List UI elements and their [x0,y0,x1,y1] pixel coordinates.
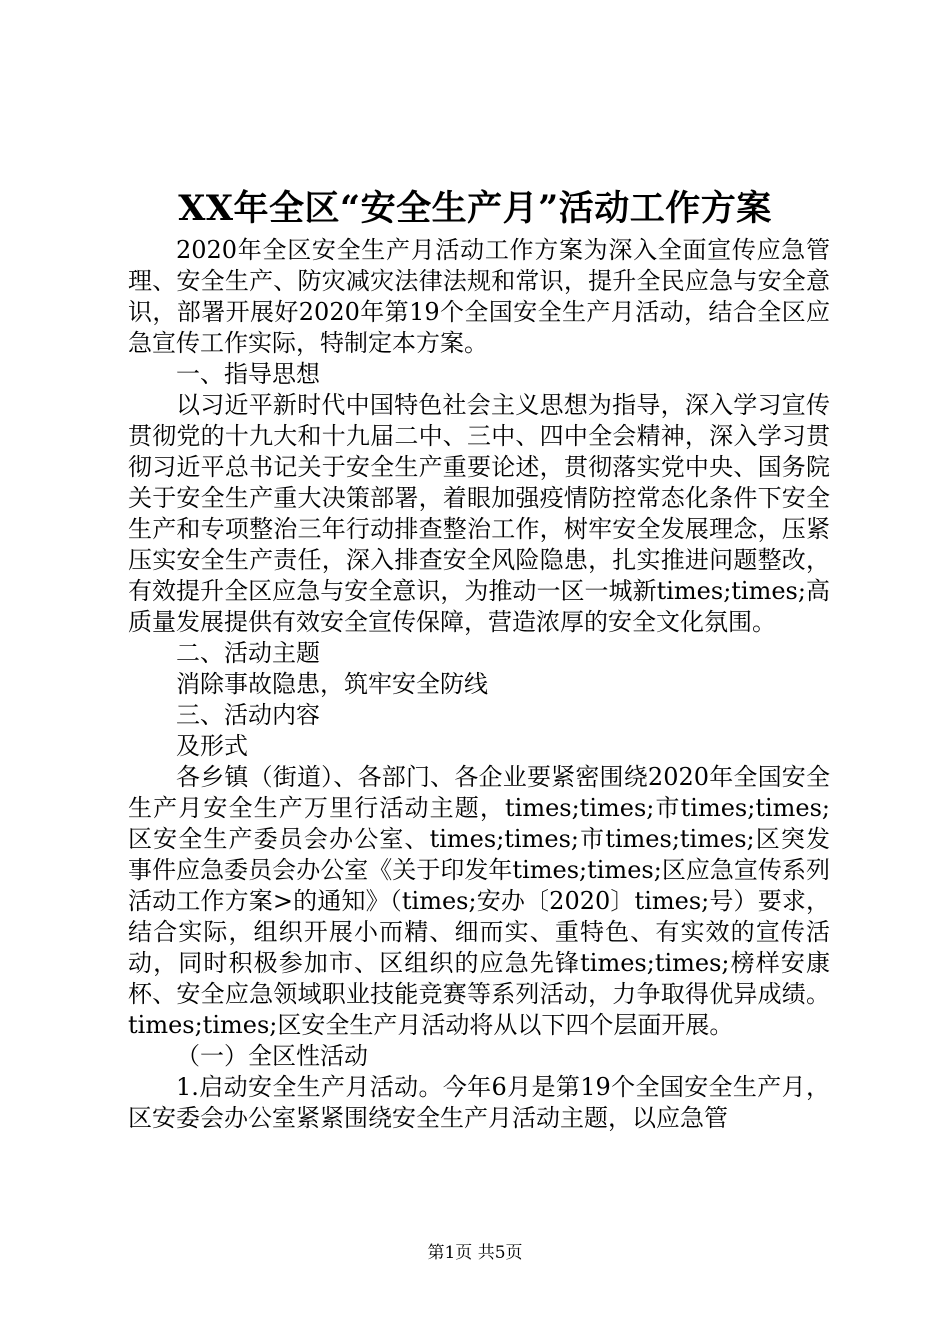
page-number: 第1页 共5页 [427,1243,523,1263]
paragraph-launch-activity: 1.启动安全生产月活动。今年6月是第19个全国安全生产月，区安委会办公室紧紧围绕安全生产月活动主题，以应急管 [128,1073,830,1132]
paragraph-intro: 2020年全区安全生产月活动工作方案为深入全面宣传应急管理、安全生产、防灾减灾法律法规和常识，提升全民应急与安全意识，部署开展好2020年第19个全国安全生产月活动，结合全区应急宣传工作实际，特制定本方案。 [128,236,830,357]
paragraph-activity-theme: 消除事故隐患，筑牢安全防线 [176,670,488,698]
subsection-heading-district-activities: （一）全区性活动 [176,1042,368,1070]
section-heading-activity-content: 三、活动内容 [176,701,320,729]
paragraph-guiding-ideology: 以习近平新时代中国特色社会主义思想为指导，深入学习宣传贯彻党的十九大和十九届二中、三中、四中全会精神，深入学习贯彻习近平总书记关于安全生产重要论述，贯彻落实党中央、国务院关于安全生产重大决策部署，着眼加强疫情防控常态化条件下安全生产和专项整治三年行动排查整治工作，树牢安全发展理念，压紧压实安全生产责任，深入排查安全风险隐患，扎实推进问题整改，有效提升全区应急与安全意识，为推动一区一城新times;times;高质量发展提供有效安全宣传保障，营造浓厚的安全文化氛围。 [128,391,830,636]
section-heading-guiding-ideology: 一、指导思想 [176,360,320,388]
paragraph-activity-content: 各乡镇（街道）、各部门、各企业要紧密围绕2020年全国安全生产月安全生产万里行活动主题，times;times;市times;times;区安全生产委员会办公室、times;times;市times;times;区突发事件应急委员会办公室《关于印发年times;times;区应急宣传系列活动工作方案>的通知》（times;安办〔2020〕times;号）要求，结合实际，组织开展小而精、细而实、重特色、有实效的宣传活动，同时积极参加市、区组织的应急先锋times;times;榜样安康杯、安全应急领域职业技能竞赛等系列活动，力争取得优异成绩。times;times;区安全生产月活动将从以下四个层面开展。 [128,763,830,1039]
section-heading-activity-theme: 二、活动主题 [176,639,320,667]
document-title: XX年全区“安全生产月”活动工作方案 [178,188,772,229]
document-body [128,235,830,1134]
section-heading-activity-form: 及形式 [176,732,248,760]
